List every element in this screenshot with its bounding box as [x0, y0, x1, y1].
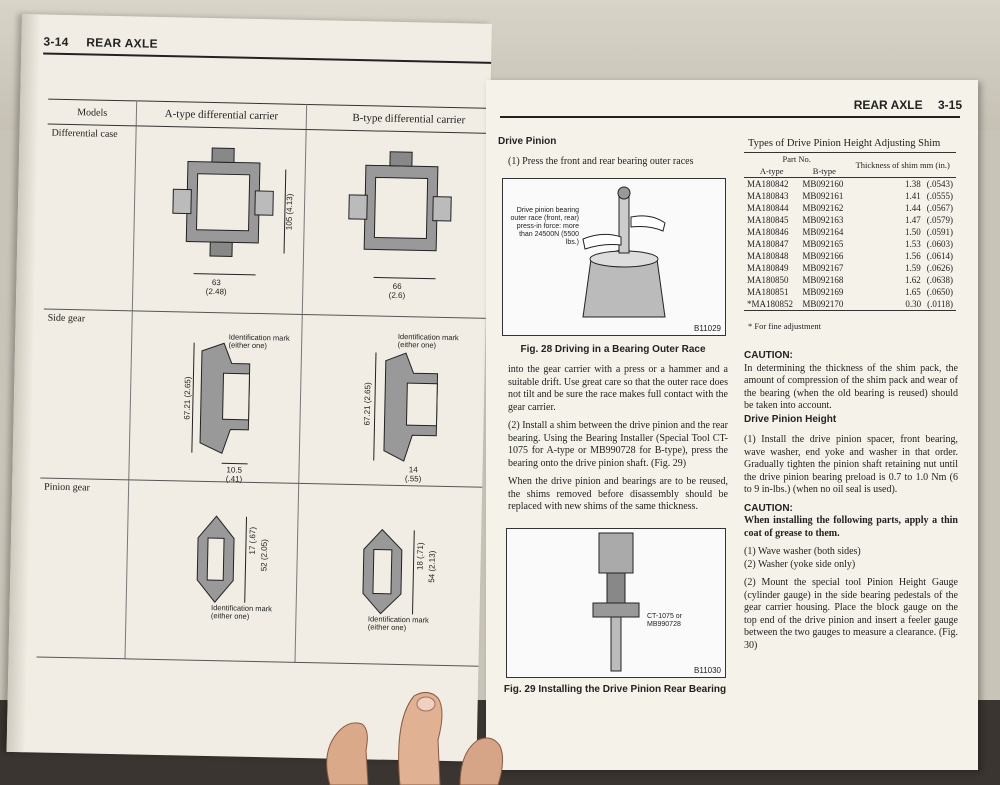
- shim-table-title: Types of Drive Pinion Height Adjusting Shim: [748, 138, 941, 149]
- caution2-heading: CAUTION:: [744, 502, 793, 514]
- shim-a-part: MA180846: [747, 227, 789, 237]
- step1-text: (1) Press the front and rear bearing outer races: [508, 156, 694, 167]
- part-no-header: Part No.: [744, 153, 849, 166]
- caution1-heading: CAUTION:: [744, 350, 793, 361]
- p1: into the gear carrier with a press or a hammer and a suitable drift. Use great care so that the outer race does not tilt and be sure the race makes full contact with the gear carrier.: [508, 364, 728, 413]
- col-a-type: A-type differential carrier: [137, 101, 307, 130]
- pinion-height-body: [744, 434, 958, 658]
- ph-p2: (2) Mount the special tool Pinion Height Gauge (cylinder gauge) in the side bearing pedestals of the gear carrier housing. Place the block gauge on the top end of the drive pinion and insert a feeler gauge between the two gauges to measure a clearance. (Fig. 30): [744, 577, 958, 651]
- shim-row: [744, 178, 956, 191]
- shim-b-part: MB092165: [802, 239, 844, 249]
- side-gear-b-id-mark: Identification mark (either one): [397, 331, 459, 350]
- ph-p1: (1) Install the drive pinion spacer, front bearing, wave washer, end yoke and washer in that order. Gradually tighten the pinion shaft retaining nut until the drive pinion bearing preload is 0.7 to 1.0 Nm (6 to 9 in-lbs.) (when no oil seal is used).: [744, 434, 958, 495]
- shim-b-part: MB092164: [802, 227, 844, 237]
- right-page: [486, 80, 978, 770]
- pinion-gear-b-drawing: [295, 483, 492, 666]
- pinion-gear-a-h: 17 (.67): [248, 526, 258, 555]
- shim-a-part: MA180848: [747, 251, 789, 261]
- shim-row: [744, 202, 956, 214]
- side-gear-a-svg: [130, 311, 323, 475]
- fig28-illustration: [502, 178, 726, 336]
- shim-b-part: MB092163: [802, 215, 844, 225]
- shim-row: [744, 274, 956, 286]
- drive-pinion-title: Drive Pinion: [498, 136, 557, 147]
- pinion-gear-a-id-mark: Identification mark (either one): [210, 603, 273, 621]
- shim-thickness: 0.30 (.0118): [849, 298, 956, 311]
- shim-a-part: MA180845: [747, 215, 789, 225]
- side-gear-b-svg: [299, 315, 492, 479]
- right-page-header: [842, 98, 962, 112]
- caution2-item2: (2) Washer (yoke side only): [744, 558, 856, 570]
- left-page-number: 3-14: [43, 34, 69, 49]
- shim-a-part: MA180842: [747, 179, 789, 189]
- diff-case-b-drawing: [302, 129, 492, 318]
- left-page: [7, 14, 492, 762]
- shim-table-body: [744, 178, 956, 311]
- shim-b-part: MB092161: [802, 191, 844, 201]
- hand-image: [310, 690, 520, 785]
- shim-a-part: MA180843: [747, 191, 789, 201]
- shim-thickness: 1.65 (.0650): [905, 287, 953, 297]
- p3: When the drive pinion and bearings are to be reused, the shims removed before disassembly should be replaced with new shims of the same thickness.: [508, 476, 728, 512]
- shim-row: [744, 286, 956, 298]
- right-page-number: 3-15: [937, 98, 962, 112]
- pinion-gear-b-id-mark: Identification mark (either one): [367, 614, 429, 633]
- table-row: [37, 478, 492, 667]
- shim-row: [744, 238, 956, 250]
- shim-b-part: MB092167: [802, 263, 844, 273]
- shim-b-part: MB092162: [802, 203, 844, 213]
- shim-a-part: MA180844: [747, 203, 789, 213]
- fig29-caption: Fig. 29 Installing the Drive Pinion Rear Bearing: [503, 684, 727, 695]
- shim-b-part: MB092170: [799, 298, 849, 311]
- pinion-gear-a-dia: 52 (2.05): [259, 539, 270, 572]
- shim-a-part: MA180849: [747, 263, 789, 273]
- shim-b-part: MB092169: [802, 287, 844, 297]
- row-label: Pinion gear: [37, 478, 130, 659]
- shim-thickness: 1.47 (.0579): [905, 215, 953, 225]
- fig29-svg: [507, 529, 725, 677]
- col-a-type-header: A-type: [744, 165, 799, 178]
- fig28-code: B11029: [694, 324, 721, 333]
- caution1-text: In determining the thickness of the shim pack, the amount of compression of the shim pack and wear of the bearing (when the old bearing is reused) should be taken into account.: [744, 362, 958, 411]
- diff-case-a-drawing: [133, 126, 306, 315]
- shim-thickness: 1.53 (.0603): [905, 239, 953, 249]
- header-rule: [43, 52, 492, 63]
- shim-row: [744, 214, 956, 226]
- col-models: Models: [48, 99, 137, 126]
- caution1-block: [744, 350, 958, 413]
- side-gear-a-width: 10.5 (.41): [225, 465, 243, 484]
- right-section-title: REAR AXLE: [853, 98, 923, 112]
- shim-row: [744, 250, 956, 262]
- shim-thickness: 1.56 (.0614): [905, 251, 953, 261]
- fig29-illustration: [506, 528, 726, 678]
- side-gear-a-id-mark: Identification mark (either one): [228, 332, 290, 351]
- caution2-text: When installing the following parts, apply a thin coat of grease to them.: [744, 515, 958, 539]
- shim-thickness: 1.38 (.0543): [905, 179, 953, 189]
- shim-b-part: MB092168: [802, 275, 844, 285]
- col-b-type-header: B-type: [799, 165, 849, 178]
- fig28-note: Drive pinion bearing outer race (front, rear) press-in force: more than 24500N (5500 lbs.): [510, 207, 579, 246]
- fig29-code: B11030: [694, 666, 721, 675]
- shim-a-part: MA180851: [747, 287, 789, 297]
- col-b-type: B-type differential carrier: [306, 104, 492, 133]
- shim-thickness: 1.50 (.0591): [905, 227, 953, 237]
- shim-row: [744, 190, 956, 202]
- shim-a-part: MA180850: [747, 275, 789, 285]
- differential-parts-table: [37, 99, 492, 668]
- diff-case-b-width: 66 (2.6): [388, 281, 406, 301]
- left-page-header: [43, 34, 172, 51]
- p2: (2) Install a shim between the drive pinion and the rear bearing. Using the Bearing Installer (Special Tool CT-1075 for A-type or MB990728 for B-type), press the bearing onto the drive pinion shaft. (Fig. 29): [508, 420, 728, 469]
- shim-row: [744, 226, 956, 238]
- pinion-gear-a-svg: [126, 480, 320, 654]
- side-gear-b-drawing: [298, 314, 492, 487]
- left-section-title: REAR AXLE: [86, 35, 159, 51]
- pinion-height-title: Drive Pinion Height: [744, 414, 837, 425]
- shim-b-part: MB092166: [802, 251, 844, 261]
- shim-thickness: 1.62 (.0638): [905, 275, 953, 285]
- thickness-header: Thickness of shim mm (in.): [849, 153, 956, 178]
- fig28-caption: Fig. 28 Driving in a Bearing Outer Race: [520, 344, 706, 355]
- header-rule: [500, 116, 960, 118]
- shim-b-part: MB092160: [802, 179, 844, 189]
- diff-case-a-svg: [133, 126, 327, 306]
- shim-a-part: MA180847: [747, 239, 789, 249]
- shim-a-part: *MA180852: [744, 298, 799, 311]
- pinion-gear-a-drawing: [126, 480, 299, 663]
- shim-thickness: 1.59 (.0626): [905, 263, 953, 273]
- shim-footnote: * For fine adjustment: [748, 321, 821, 331]
- side-gear-a-drawing: [129, 311, 302, 484]
- table-row: [44, 124, 492, 319]
- table-row: [40, 309, 492, 488]
- side-gear-a-dia: 67.21 (2.65): [183, 376, 193, 420]
- fig28-svg: [503, 179, 725, 335]
- shim-thickness: 1.41 (.0555): [905, 191, 953, 201]
- diff-case-a-width: 63 (2.48): [205, 278, 227, 297]
- caution2-item1: (1) Wave washer (both sides): [744, 546, 861, 557]
- side-gear-b-width: 14 (.55): [404, 465, 422, 484]
- row-label: Differential case: [44, 124, 137, 311]
- drive-pinion-body: [508, 364, 728, 520]
- shim-table: [744, 152, 956, 311]
- shim-row: [744, 298, 956, 311]
- pinion-gear-b-h: 18 (.71): [414, 542, 425, 571]
- pinion-gear-b-dia: 54 (2.13): [426, 550, 437, 583]
- diff-case-a-height: 105 (4.13): [285, 193, 295, 231]
- side-gear-b-dia: 67.21 (2.65): [362, 382, 372, 426]
- fig29-tool-label: CT-1075 or MB990728: [647, 613, 683, 628]
- shim-row: [744, 262, 956, 274]
- row-label: Side gear: [40, 309, 133, 480]
- shim-thickness: 1.44 (.0567): [905, 203, 953, 213]
